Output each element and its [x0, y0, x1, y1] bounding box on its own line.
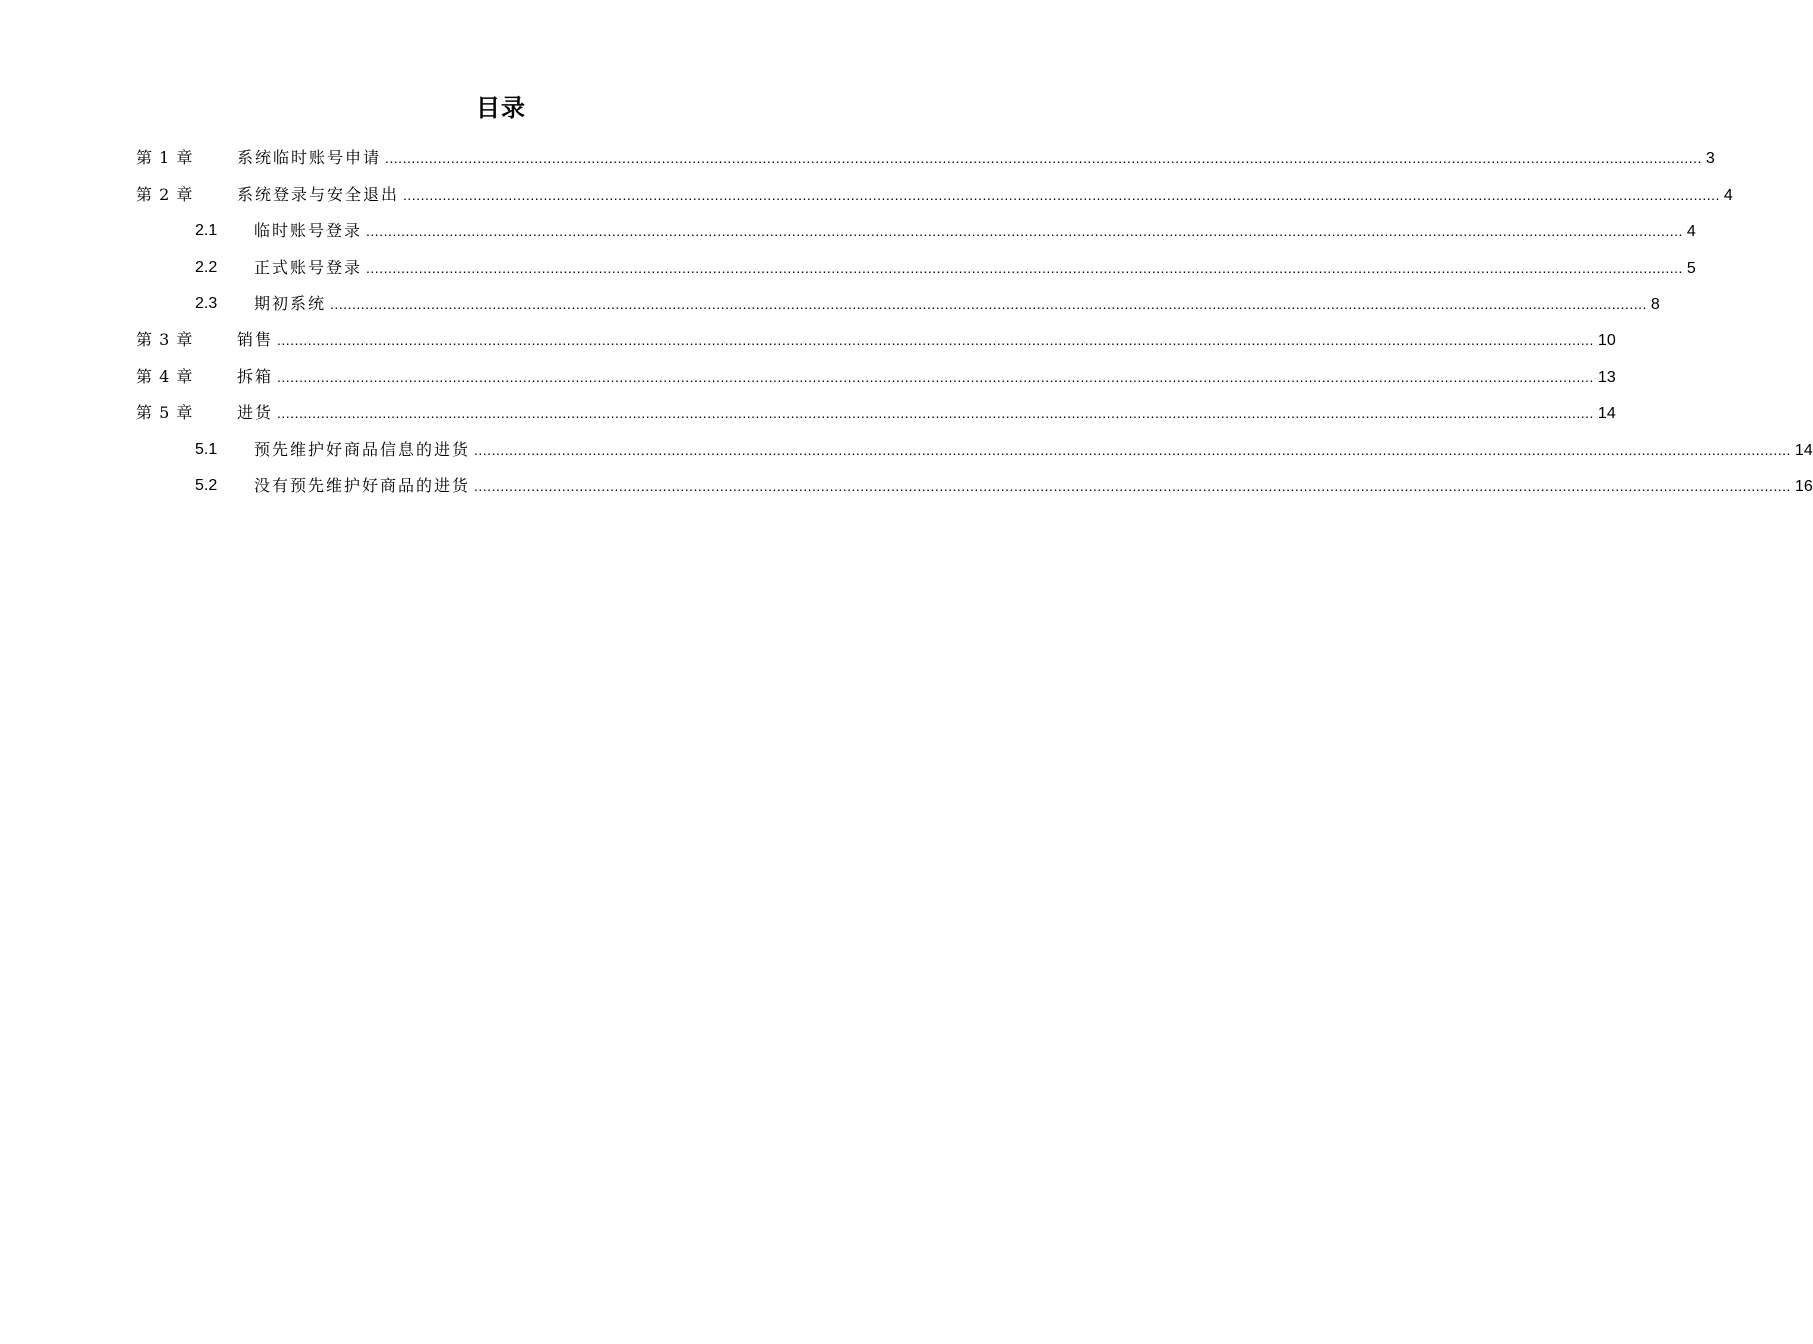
toc-dot-leader: ............................................................................................................................................................................................................................................................................................................ [330, 296, 1647, 312]
toc-dot-leader: ............................................................................................................................................................................................................................................................................................................ [277, 405, 1594, 421]
toc-entry-title: 系统临时账号申请 [237, 148, 382, 167]
toc-entry[interactable] [0, 438, 1813, 462]
toc-dot-leader: ............................................................................................................................................................................................................................................................................................................ [277, 332, 1594, 348]
toc-entry-page: 4 [1723, 187, 1733, 204]
toc-entry-number: 第 5 章 [136, 403, 194, 422]
toc-entry-page: 8 [1650, 296, 1660, 313]
toc-dot-leader: ............................................................................................................................................................................................................................................................................................................ [403, 187, 1720, 203]
toc-entry-title: 没有预先维护好商品的进货 [254, 476, 471, 495]
toc-entry-title: 期初系统 [254, 294, 327, 313]
toc-entry[interactable] [0, 474, 1813, 498]
toc-entry-number: 第 1 章 [136, 148, 194, 167]
toc-entry[interactable] [0, 256, 1696, 280]
toc-entry-title: 临时账号登录 [254, 221, 363, 240]
toc-entry-page: 3 [1705, 150, 1715, 167]
toc-entry-title: 正式账号登录 [254, 258, 363, 277]
toc-entry-page: 4 [1686, 223, 1696, 240]
toc-entry[interactable] [0, 219, 1696, 243]
toc-entry-number: 第 3 章 [136, 330, 194, 349]
toc-dot-leader: ............................................................................................................................................................................................................................................................................................................ [474, 478, 1791, 494]
toc-dot-leader: ............................................................................................................................................................................................................................................................................................................ [277, 369, 1594, 385]
toc-entry-title: 销售 [237, 330, 274, 349]
toc-entry-page: 5 [1686, 260, 1696, 277]
toc-entry-page: 10 [1597, 332, 1616, 349]
toc-title: 目录 [476, 94, 526, 122]
toc-entry-page: 14 [1597, 405, 1616, 422]
toc-entry-title: 拆箱 [237, 367, 274, 386]
toc-entry[interactable] [0, 328, 1616, 352]
toc-entry-page: 16 [1794, 478, 1813, 495]
toc-entry-number: 2.1 [195, 222, 218, 239]
toc-dot-leader: ............................................................................................................................................................................................................................................................................................................ [366, 260, 1683, 276]
toc-entry-number: 2.3 [195, 295, 218, 312]
toc-entry[interactable] [0, 146, 1715, 170]
toc-entry[interactable] [0, 183, 1733, 207]
toc-entry-title: 预先维护好商品信息的进货 [254, 440, 471, 459]
toc-entry-page: 13 [1597, 369, 1616, 386]
toc-entry[interactable] [0, 292, 1660, 316]
toc-dot-leader: ............................................................................................................................................................................................................................................................................................................ [474, 442, 1791, 458]
toc-entry[interactable] [0, 365, 1616, 389]
toc-entry[interactable] [0, 401, 1616, 425]
toc-entry-page: 14 [1794, 442, 1813, 459]
toc-dot-leader: ............................................................................................................................................................................................................................................................................................................ [366, 223, 1683, 239]
toc-entry-number: 2.2 [195, 259, 218, 276]
toc-entry-number: 第 2 章 [136, 185, 194, 204]
toc-dot-leader: ............................................................................................................................................................................................................................................................................................................ [385, 150, 1702, 166]
toc-entry-title: 系统登录与安全退出 [237, 185, 400, 204]
toc-entry-title: 进货 [237, 403, 274, 422]
toc-entry-number: 第 4 章 [136, 367, 194, 386]
toc-entry-number: 5.1 [195, 441, 218, 458]
toc-entry-number: 5.2 [195, 477, 218, 494]
